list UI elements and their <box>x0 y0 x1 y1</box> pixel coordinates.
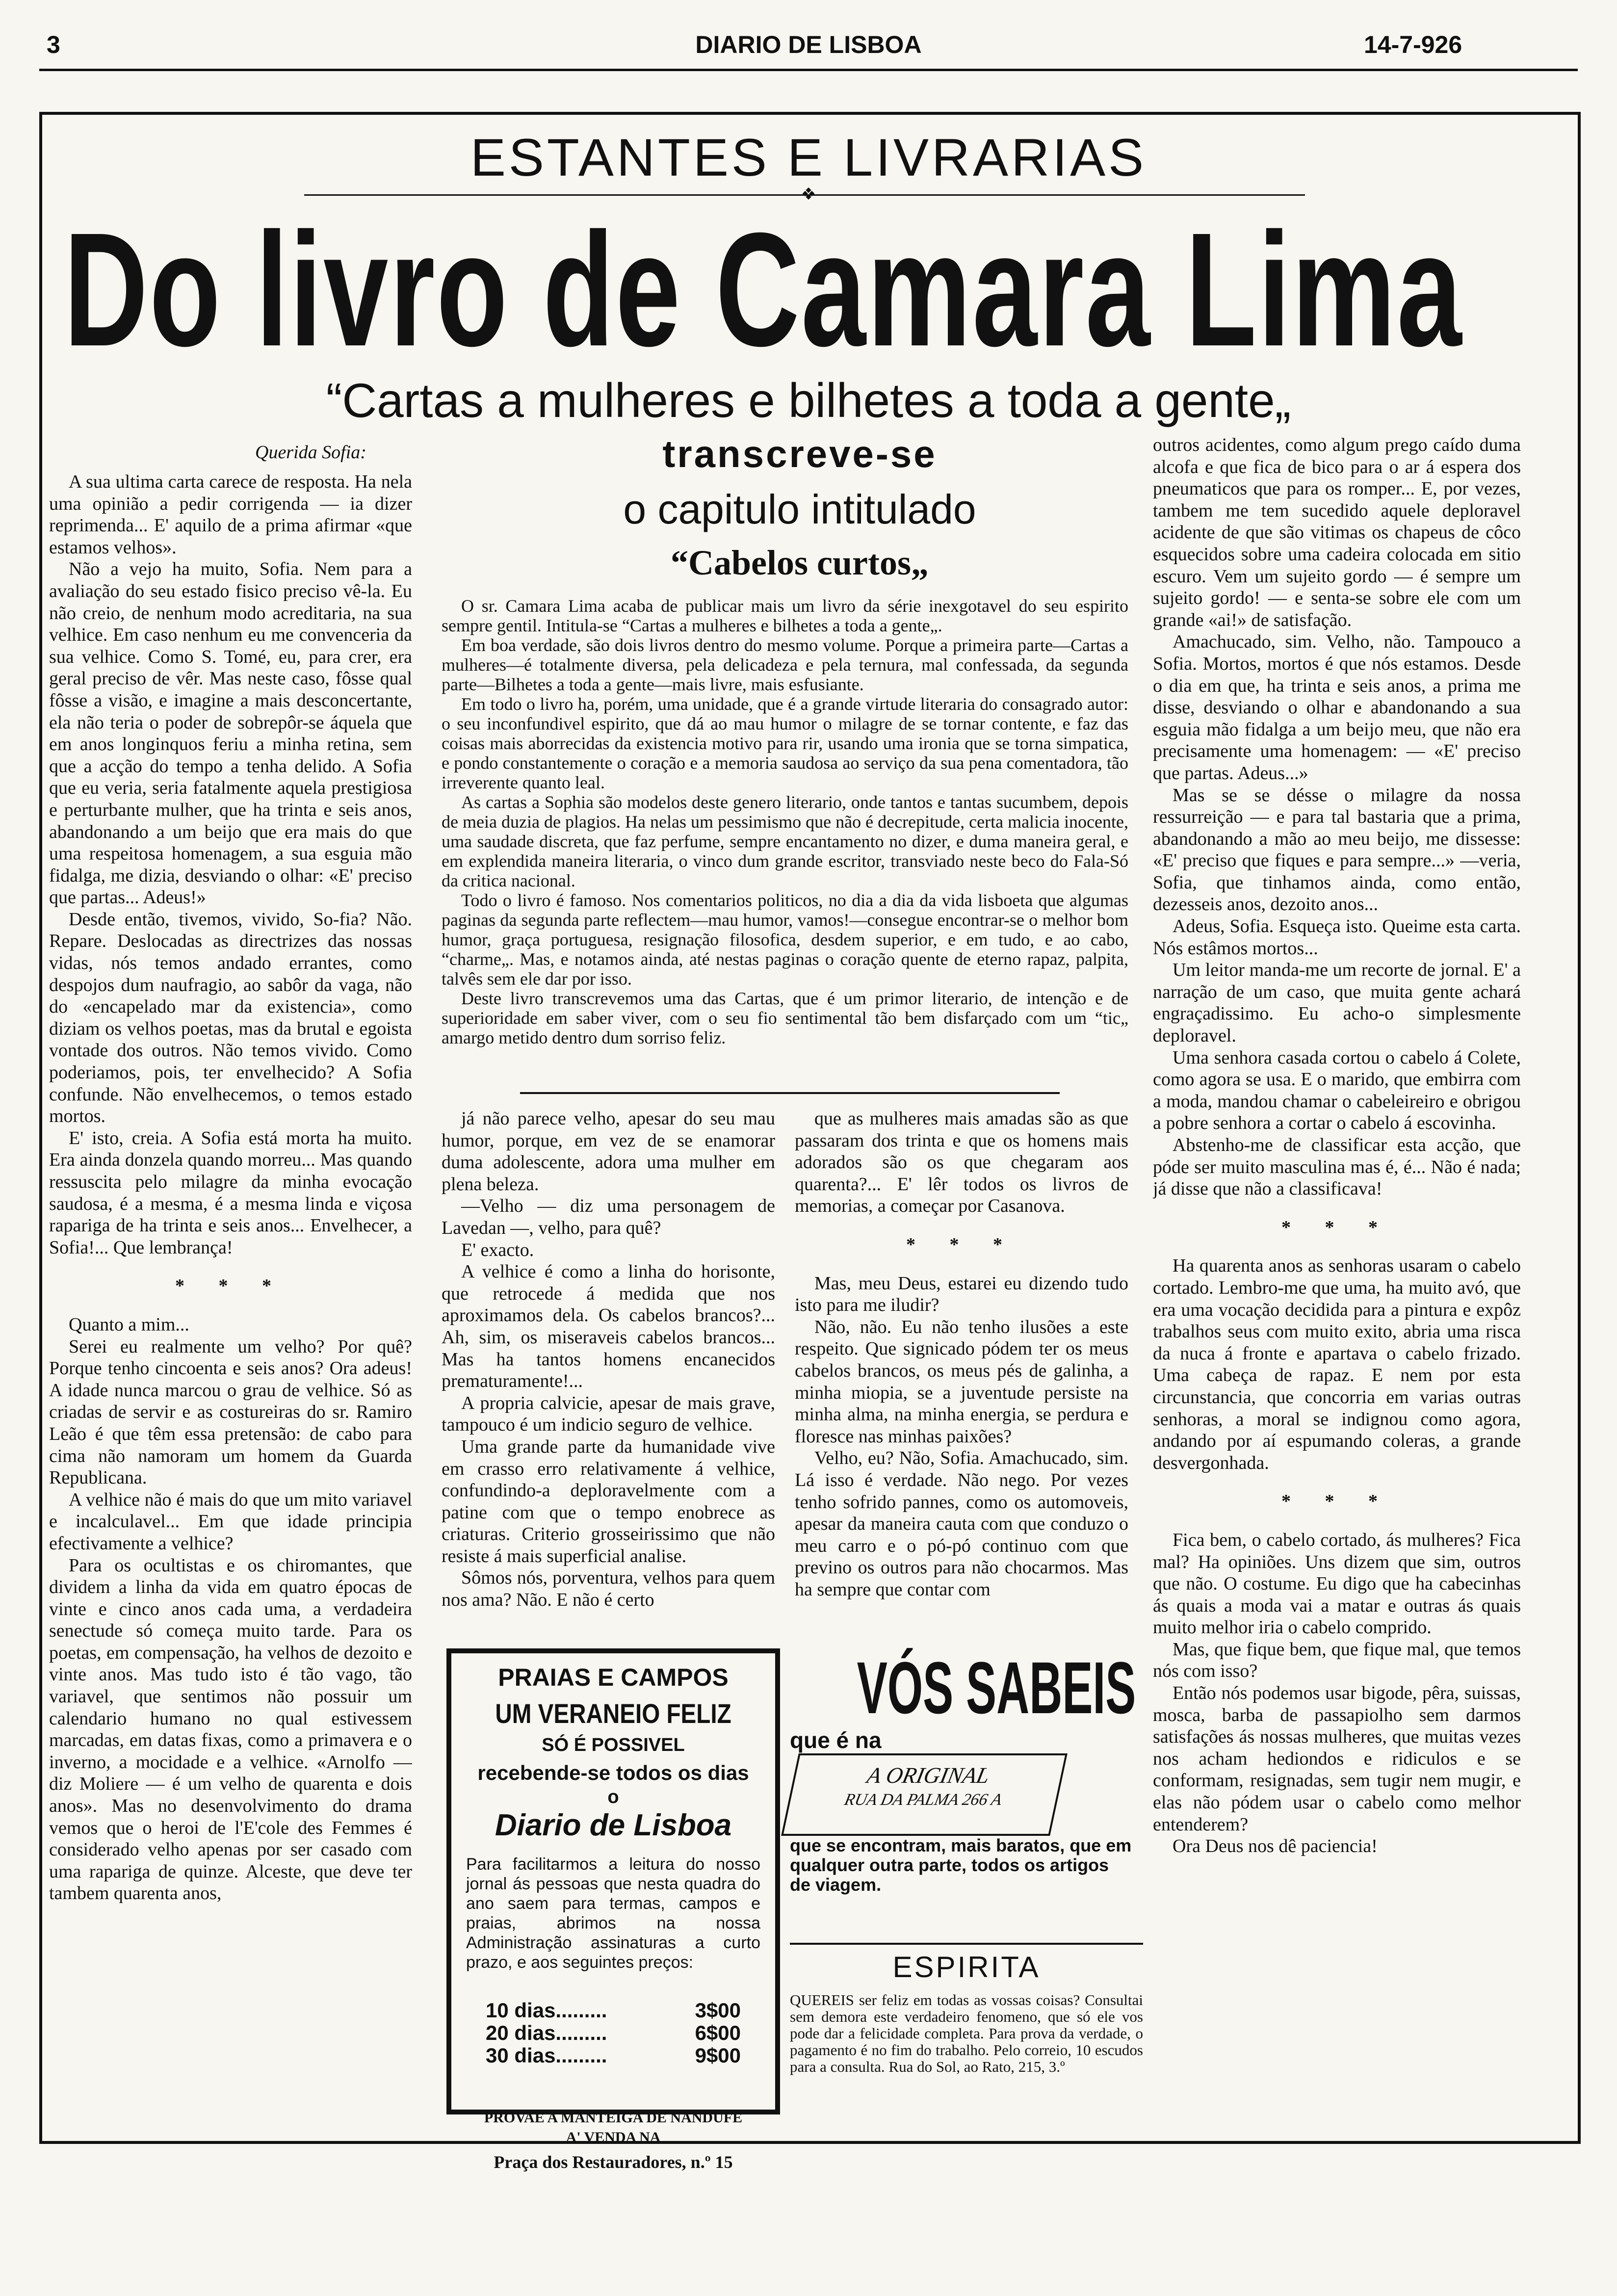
ad-body: que se encontram, mais baratos, que em qualquer outra parte, todos os artigos de viagem. <box>790 1835 1132 1895</box>
paragraph: Todo o livro é famoso. Nos comentarios politicos, no dia a dia da vida lisboeta que algumas paginas da segunda parte reflectem—mau humor, vamos!—consegue encontrar-se o melhor bom humor, graça portuguesa, resignação filosofica, desdem superior, e em tudo, e ao cabo, “charme„. Mas, e notamos ainda, até nestas paginas o coração quente de eterno rapaz, palpita, talvês sem ele dar por isso. <box>442 890 1128 989</box>
deck-line-3: “Cabelos curtos„ <box>671 543 929 582</box>
left-column <box>49 471 412 2132</box>
paragraph: Velho, eu? Não, Sofia. Amachucado, sim. Lá isso é verdade. Não nego. Por vezes tenho sofrido pannes, como os automoveis, apesar da maneira cauta com que conduzo o meu carro e o pó-pó continuo com que previno os outros para não chocarmos. Mas ha sempre que contar com <box>795 1448 1128 1600</box>
paragraph: —Velho — diz uma personagem de Lavedan —, velho, para quê? <box>442 1196 775 1238</box>
paragraph: Deste livro transcrevemos uma das Cartas, que é um primor literario, de intenção e de superioridade em saber viver, com o seu fio sentimental tão bem disfarçado com um “tic„ amargo metido dentro dum sorriso feliz. <box>442 989 1128 1047</box>
paragraph: já não parece velho, apesar do seu mau humor, porque, em vez de se enamorar duma adolescente, adora uma mulher em plena beleza. <box>442 1108 775 1195</box>
ad-line: o <box>607 1787 619 1807</box>
ad-line: A' VENDA NA <box>566 2129 661 2145</box>
paragraph: Uma grande parte da humanidade vive em crasso erro relativamente á velhice, confundindo-a deploravelmente com a patine com que o tempo enobrece as criaturas. Criterio grosseirissimo que não resiste á mais superficial analise. <box>442 1436 775 1566</box>
ad-paper-name: Diario de Lisboa <box>495 1808 732 1842</box>
paragraph: Então nós podemos usar bigode, pêra, suissas, mosca, barba de passapiolho sem darmos satisfações ás nossas mulheres, que muitas vezes nos acham hediondos e ridiculos e se conformam, resignadas, sem tugir nem mugir, e elas não pódem usar o cabelo como melhor entenderem? <box>1153 1683 1521 1835</box>
ad-manteiga <box>446 2110 780 2129</box>
paragraph: Para os ocultistas e os chiromantes, que dividem a linha da vida em quatro épocas de vinte e cinco anos cada uma, a verdadeira senectude só começa muito tarde. Para os poetas, em compensação, ha velhos de dezoito e vinte anos. Mas tudo isto é tão vago, tão variavel, que sentimos não possuir um calendario humano no qual estivessem marcadas, em datas fixas, como a primavera e o inverno, a mocidade e a velhice. «Arnolfo — diz Moliere — é um velho de quarenta e dois anos». Mas no desenvolvimento do drama vemos que o heroi de l'E'cole des Femmes é considerado velho apenas por ser casado com uma rapariga de quinze. Alceste, que deve ter tambem quarenta anos, <box>49 1555 412 1904</box>
deck-line-1: transcreve-se <box>662 432 937 475</box>
paragraph: outros acidentes, como algum prego caído duma alcofa e que fica de bico para o ar á espera dos pneumaticos que para os romper... E, por vezes, tambem me tem sucedido aquele deploravel acidente de que são vitimas os chapeus de côco esquecidos sobre uma cadeira colocada em sitio escuro. Vem um sujeito gordo — é sempre um sujeito gordo! — e senta-se sobre ele com um grande «ai!» de satisfação. <box>1153 435 1521 630</box>
ad-line: SÓ É POSSIVEL <box>542 1735 685 1755</box>
ad-vos-sabeis <box>790 1648 1143 1943</box>
price-label: 10 dias......... <box>486 1999 607 2022</box>
price-label: 30 dias......... <box>486 2044 607 2067</box>
price-value: 9$00 <box>695 2044 741 2067</box>
salutation: Querida Sofia: <box>255 442 366 463</box>
paragraph: A velhice não é mais do que um mito variavel e incalculavel... Em que idade principia efectivamente a velhice? <box>49 1489 412 1554</box>
asterism: * * * <box>906 1234 1017 1255</box>
paragraph: O sr. Camara Lima acaba de publicar mais um livro da série inexgotavel do seu espirito sempre gentil. Intitula-se “Cartas a mulheres e bilhetes a toda a gente„. <box>442 596 1128 635</box>
ad-line: que é na <box>790 1727 882 1753</box>
paragraph: E' isto, creia. A Sofia está morta ha muito. Era ainda donzela quando morreu... Mas quando ressuscita pelo milagre da minha evocação saudosa, é a mesma, é a mesma linda e viçosa rapariga de ha trinta e seis anos... Envelhecer, a Sofia!... Que lembrança! <box>49 1127 412 1258</box>
paragraph: Ha quarenta anos as senhoras usaram o cabelo cortado. Lembro-me que uma, ha muito avó, que era uma vocação decidida para a pintura e expôz trabalhos seus com muito exito, abria uma risca da nuca á fronte e apartava o cabelo frizado. Uma cabeça de rapaz. E nem por esta circunstancia, que concorria em varias outras senhoras, a moral se indignou como agora, andando por aí espumando coleras, a grande desvergonhada. <box>1153 1255 1521 1473</box>
paragraph: Mas, meu Deus, estarei eu dizendo tudo isto para me iludir? <box>795 1273 1128 1316</box>
paragraph: Ora Deus nos dê paciencia! <box>1173 1836 1378 1857</box>
ad-body: Para facilitarmos a leitura do nosso jornal ás pessoas que nesta quadra do ano saem para termas, campos e praias, abrimos na nossa Administração assinaturas a curto prazo, e aos seguintes preços: <box>466 1855 760 1972</box>
ad-line: PROVAE A MANTEIGA DE NANDUFE <box>484 2110 743 2126</box>
ad-espirita-body: QUEREIS ser feliz em todas as vossas coisas? Consultai sem demora este verdadeiro fenomeno, que só ele vos pode dar a felicidade completa. Para prova da verdade, o pagamento é no fim do trabalho. Pelo correio, 10 escudos para a consulta. Rua do Sol, ao Rato, 215, 3.º <box>790 1991 1143 2075</box>
paragraph: A sua ultima carta carece de resposta. Ha nela uma opinião a pedir corrigenda — ia dizer reprimenda... E' aquilo de a prima afirmar «que estamos velhos». <box>49 471 412 558</box>
paragraph: Não, não. Eu não tenho ilusões a este respeito. Que signicado pódem ter os meus cabelos brancos, os meus pés de galinha, a minha miopia, se a juventude persiste na minha alma, na minha energia, se perdura e floresce nas minhas paixões? <box>795 1316 1128 1447</box>
paragraph: A velhice é como a linha do horisonte, que retrocede á medida que nos aproximamos dela. Os cabelos brancos?... Ah, sim, os miseraveis cabelos brancos... Mas ha tantos homens encanecidos prematuramente!... <box>442 1261 775 1392</box>
ad-divider <box>790 1943 1143 1945</box>
paragraph: Um leitor manda-me um recorte de jornal. E' a narração de um caso, que muita gente achará engraçadissimo. Eu acho-o simplesmente deploravel. <box>1153 960 1521 1046</box>
price-value: 3$00 <box>695 1999 741 2022</box>
trunk-label: A ORIGINAL <box>864 1763 992 1788</box>
paragraph: Fica bem, o cabelo cortado, ás mulheres? Fica mal? Ha opiniões. Uns dizem que sim, outros que não. O costume. Eu digo que ha cabecinhas ás quais a moda vai a matar e outras ás quais muito melhor iria o cabelo comprido. <box>1153 1529 1521 1638</box>
price-row <box>486 2022 741 2044</box>
paragraph: Em boa verdade, são dois livros dentro do mesmo volume. Porque a primeira parte—Cartas a mulheres—é totalmente diversa, pela delicadeza e pela ternura, mal confessada, da segunda parte—Bilhetes a toda a gente—mais livre, mais esfusiante. <box>442 635 1128 694</box>
asterism: * * * <box>175 1276 286 1297</box>
issue-date: 14-7-926 <box>1364 31 1462 58</box>
paragraph: As cartas a Sophia são modelos deste genero literario, onde tantos e tantas sucumbem, depois de meia duzia de plagios. Ha nelas um pessimismo que não é decrepitude, certa malicia inocente, uma saudade discreta, que faz perfume, sempre encantamento no dizer, e duma maneira geral, e em explendida maneira literaria, o vinco dum grande escritor, transviado neste beco do Fala-Só da critica nacional. <box>442 792 1128 890</box>
ornament-icon: ❖ <box>801 185 816 204</box>
paragraph: Serei eu realmente um velho? Por quê? Porque tenho cincoenta e seis anos? Ora adeus! A idade nunca marcou o grau de velhice. Só as criadas de servir e as costureiras do sr. Ramiro Leão é que têm essa pretensão: de cabo para cima não namoram um homem da Guarda Republicana. <box>49 1336 412 1488</box>
paragraph: Amachucado, sim. Velho, não. Tampouco a Sofia. Mortos, mortos é que nós estamos. Desde o dia em que, ha trinta e seis anos, a prima me disse, desviando o olhar e abandonando a sua esguia mão fidalga a um beijo meu, que não era precisamente uma homenagem: — «E' preciso que partas. Adeus...» <box>1153 631 1521 783</box>
price-label: 20 dias......... <box>486 2021 607 2044</box>
paragraph: A propria calvicie, apesar de mais grave, tampouco é um indicio seguro de velhice. <box>442 1392 775 1435</box>
intro-rule <box>520 1092 1060 1094</box>
price-row <box>486 1999 741 2022</box>
ad-title: PRAIAS E CAMPOS <box>498 1664 729 1691</box>
trunk-address: RUA DA PALMA 266 A <box>842 1791 1004 1809</box>
mid-right-column <box>795 1108 1128 1635</box>
paragraph: Em todo o livro ha, porém, uma unidade, que é a grande virtude literaria do consagrado autor: o seu inconfundivel espirito, que dá ao mau humor o milagre de se tornar contente, e faz das coisas mais aborrecidas da existencia motivo para rir, usando uma ironia que se torna simpatica, e pondo constantemente o coração e a memoria saudosa ao serviço da sua pena comentadora, tão irreverente quanto leal. <box>442 694 1128 792</box>
price-value: 6$00 <box>695 2021 741 2044</box>
paragraph: Uma senhora casada cortou o cabelo á Colete, como agora se usa. E o marido, que embirra com a moda, mandou chamar o cabeleireiro e obrigou a pobre senhora a cortar o cabelo á escovinha. <box>1153 1047 1521 1134</box>
right-column <box>1153 434 1521 2129</box>
paragraph: Abstenho-me de classificar esta acção, que póde ser muito masculina mas é, é... Não é nada; já disse que não a classificava! <box>1153 1135 1521 1200</box>
paragraph: Sômos nós, porventura, velhos para quem nos ama? Não. E não é certo <box>442 1567 775 1611</box>
paragraph: Quanto a mim... <box>69 1314 189 1335</box>
headline: Do livro de Camara Lima <box>64 199 1463 380</box>
deck-line-2: o capitulo intitulado <box>623 486 976 532</box>
paragraph: Mas se se désse o milagre da nossa ressurreição — e para tal bastaria que a prima, abandonando a mão ao meu beijo, me dissesse: «E' preciso que fiques e para sempre...» —veria, Sofia, que tinhamos ainda, como então, dezesseis anos, dezoito anos... <box>1153 784 1521 915</box>
price-row <box>486 2044 741 2067</box>
page-number: 3 <box>47 31 60 58</box>
paragraph: Desde então, tivemos, vivido, So-fia? Não. Repare. Deslocadas as directrizes das nossas vidas, nós temos andado errantes, como despojos dum naufragio, ao sabôr da vaga, não do «encapelado mar da existencia», como diziam os velhos poetas, mas da brutal e egoista vontade dos outros. Não temos vivido. Como poderiamos, pois, ter envelhecido? A Sofia confunde. Não envelhecemos, o temos estado mortos. <box>49 909 412 1127</box>
trunk-icon <box>781 1753 1068 1836</box>
ad-title: VÓS SABEIS <box>857 1646 1136 1729</box>
paragraph: Não a vejo ha muito, Sofia. Nem para a avaliação do seu estado fisico preciso vê-la. Eu não creio, de nenhum modo acreditaria, na sua velhice. Em caso nenhum eu me convenceria da sua velhice. Como S. Tomé, eu, para crer, era geral preciso de vêr. Mas neste caso, fôsse qual fôsse a visão, e imagine a mais desconcertante, ela não teria o poder de sobrepôr-se áquela que em anos longinquos feriu a minha retina, sem que a acção do tempo a tenha delido. A Sofia que eu veria, seria fatalmente aquela prestigiosa e perturbante mulher, que ha trinta e seis anos, abandonando a um beijo que era mais do que uma respeitosa homenagem, a sua esguia mão fidalga, me dizia, desviando o olhar: «E' preciso que partas... Adeus!» <box>49 559 412 908</box>
paragraph: Adeus, Sofia. Esqueça isto. Queime esta carta. Nós estâmos mortos... <box>1153 916 1521 959</box>
asterism: * * * <box>1281 1217 1392 1238</box>
asterism: * * * <box>1281 1491 1392 1512</box>
ad-price-table <box>486 1999 741 2067</box>
section-kicker: ESTANTES E LIVRARIAS <box>470 128 1147 187</box>
intro-text <box>442 596 1128 1074</box>
paragraph: Mas, que fique bem, que fique mal, que temos nós com isso? <box>1153 1639 1521 1682</box>
ad-espirita-title: ESPIRITA <box>892 1951 1041 1983</box>
paragraph: E' exacto. <box>461 1239 534 1260</box>
ad-praias-e-campos <box>446 1648 780 2114</box>
ad-line: UM VERANEIO FELIZ <box>495 1698 731 1729</box>
newspaper-name: DIARIO DE LISBOA <box>695 31 922 58</box>
ad-line: recebende-se todos os dias <box>477 1761 749 1784</box>
header-rule <box>39 69 1578 71</box>
subtitle: “Cartas a mulheres e bilhetes a toda a gente„ <box>326 373 1291 427</box>
mid-left-column <box>442 1108 775 1635</box>
paragraph: que as mulheres mais amadas são as que passaram dos trinta e que os homens mais adorados são os que chegaram aos quarenta?... E' lêr todos os livros de memorias, a começar por Casanova. <box>795 1108 1128 1217</box>
ad-address: Praça dos Restauradores, n.º 15 <box>494 2152 733 2172</box>
